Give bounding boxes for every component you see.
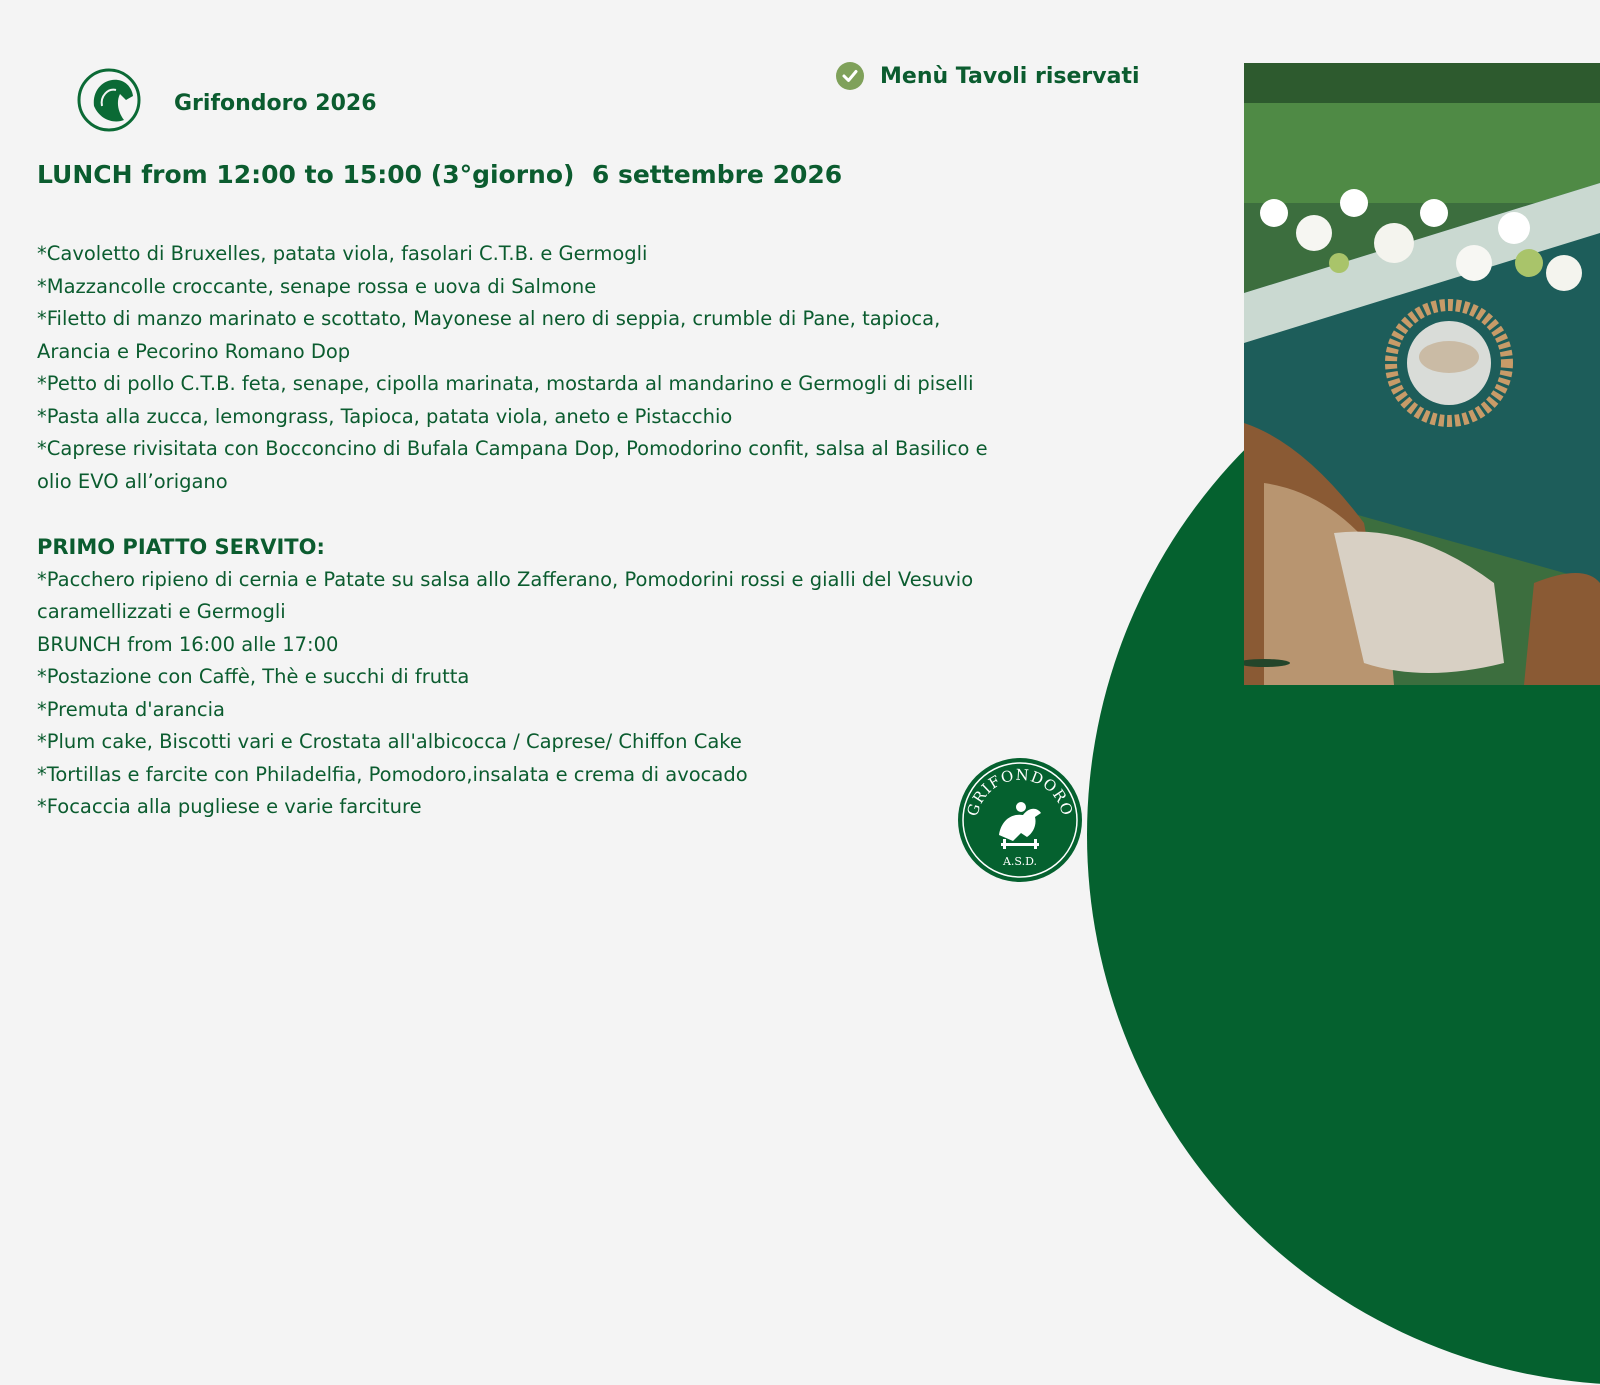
grifondoro-seal <box>957 757 1083 883</box>
list-item: *Petto di pollo C.T.B. feta, senape, cipolla marinata, mostarda al mandarino e Germogli di piselli <box>37 372 974 395</box>
reserved-tables-badge <box>836 62 1140 90</box>
list-item: *Premuta d'arancia <box>37 697 226 721</box>
brand-title: Grifondoro 2026 <box>174 91 377 116</box>
list-item: *Pasta alla zucca, lemongrass, Tapioca, patata viola, aneto e Pistacchio <box>37 404 733 428</box>
seal-top-text: GRIFONDORO <box>963 765 1077 819</box>
list-item: *Focaccia alla pugliese e varie farciture <box>37 795 422 818</box>
reserved-tables-label: Menù Tavoli riservati <box>880 63 1140 89</box>
horse-head-logo-icon <box>76 66 142 134</box>
list-item: *Mazzancolle croccante, senape rossa e uova di Salmone <box>37 274 597 298</box>
primo-section-title: PRIMO PIATTO SERVITO: <box>37 535 325 559</box>
lunch-title: LUNCH from 12:00 to 15:00 (3°giorno) 6 settembre 2026 <box>37 160 843 189</box>
list-item: *Postazione con Caffè, Thè e succhi di frutta <box>37 665 470 688</box>
list-item: BRUNCH from 16:00 alle 17:00 <box>37 632 339 656</box>
list-item: *Cavoletto di Bruxelles, patata viola, fasolari C.T.B. e Germogli <box>37 242 648 265</box>
check-circle-icon <box>836 62 864 90</box>
list-item: *Pacchero ripieno di cernia e Patate su salsa allo Zafferano, Pomodorini rossi e gialli del Vesuvio caramellizzati e Germogli <box>37 567 974 623</box>
list-item: *Caprese rivisitata con Bocconcino di Bufala Campana Dop, Pomodorino confit, salsa al Basilico e olio EVO all’origano <box>37 437 988 493</box>
list-item: *Plum cake, Biscotti vari e Crostata all'albicocca / Caprese/ Chiffon Cake <box>37 730 742 753</box>
banquet-table-photo <box>1244 63 1600 685</box>
seal-bottom-text: A.S.D. <box>1002 855 1038 868</box>
list-item: *Filetto di manzo marinato e scottato, Mayonese al nero di seppia, crumble di Pane, tapioca, Arancia e Pecorino Romano Dop <box>37 307 941 363</box>
menu-text <box>37 238 997 824</box>
list-item: *Tortillas e farcite con Philadelfia, Pomodoro,insalata e crema di avocado <box>37 762 748 786</box>
